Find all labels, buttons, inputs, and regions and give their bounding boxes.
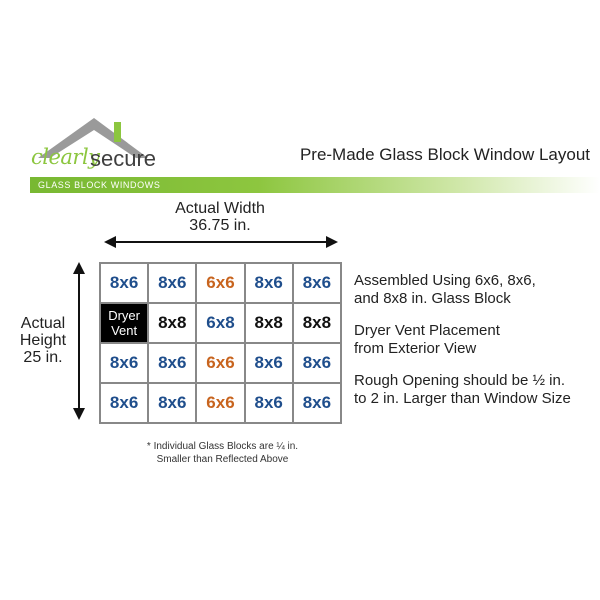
glass-block-8x6: 8x6 <box>148 383 196 423</box>
width-value-text: 36.75 in. <box>189 217 251 234</box>
note-line: Dryer Vent Placement <box>354 322 500 339</box>
height-dimension-label <box>8 315 78 366</box>
note-line: Assembled Using 6x6, 8x6, <box>354 272 536 289</box>
dryer-vent-block <box>100 303 148 343</box>
glass-block-6x6: 6x6 <box>196 383 244 423</box>
footnote-line1: * Individual Glass Blocks are ¼ in. <box>146 441 299 452</box>
page-title: Pre-Made Glass Block Window Layout <box>299 145 590 164</box>
note-item <box>354 322 600 358</box>
glass-block-8x6: 8x6 <box>293 383 341 423</box>
note-item <box>354 372 600 408</box>
glass-block-8x6: 8x6 <box>293 343 341 383</box>
glass-block-8x6: 8x6 <box>100 343 148 383</box>
logo-text-secure: secure <box>90 146 157 171</box>
note-line: from Exterior View <box>354 340 477 357</box>
height-label-line1: Actual <box>20 315 66 332</box>
height-label-line2: Height <box>19 332 67 349</box>
footnote-line2: Smaller than Reflected Above <box>156 454 289 465</box>
glass-block-8x6: 8x6 <box>245 263 293 303</box>
width-label-text: Actual Width <box>175 200 265 217</box>
note-line: to 2 in. Larger than Window Size <box>354 390 571 407</box>
glass-block-8x6: 8x6 <box>293 263 341 303</box>
glass-block-6x6: 6x6 <box>196 263 244 303</box>
footnote <box>110 440 335 466</box>
glass-block-8x6: 8x6 <box>148 343 196 383</box>
height-value-text: 25 in. <box>23 349 63 366</box>
glass-block-8x6: 8x6 <box>100 383 148 423</box>
logo-text-clearly: clearly <box>31 145 100 169</box>
glass-block-8x8: 8x8 <box>293 303 341 343</box>
dryer-vent-label: Dryer <box>108 308 140 323</box>
glass-block-8x6: 8x6 <box>100 263 148 303</box>
glass-block-8x8: 8x8 <box>245 303 293 343</box>
glass-block-8x6: 8x6 <box>245 343 293 383</box>
notes-list <box>354 272 600 422</box>
dryer-vent-label: Vent <box>111 323 138 338</box>
width-arrow-icon <box>104 236 338 248</box>
glass-block-6x8: 6x8 <box>196 303 244 343</box>
note-line: Rough Opening should be ½ in. <box>354 372 565 389</box>
note-item <box>354 272 600 308</box>
glass-block-grid <box>99 262 342 424</box>
brand-tagline: GLASS BLOCK WINDOWS <box>38 180 161 190</box>
glass-block-6x6: 6x6 <box>196 343 244 383</box>
glass-block-8x8: 8x8 <box>148 303 196 343</box>
glass-block-8x6: 8x6 <box>245 383 293 423</box>
glass-block-8x6: 8x6 <box>148 263 196 303</box>
note-line: and 8x8 in. Glass Block <box>354 290 511 307</box>
